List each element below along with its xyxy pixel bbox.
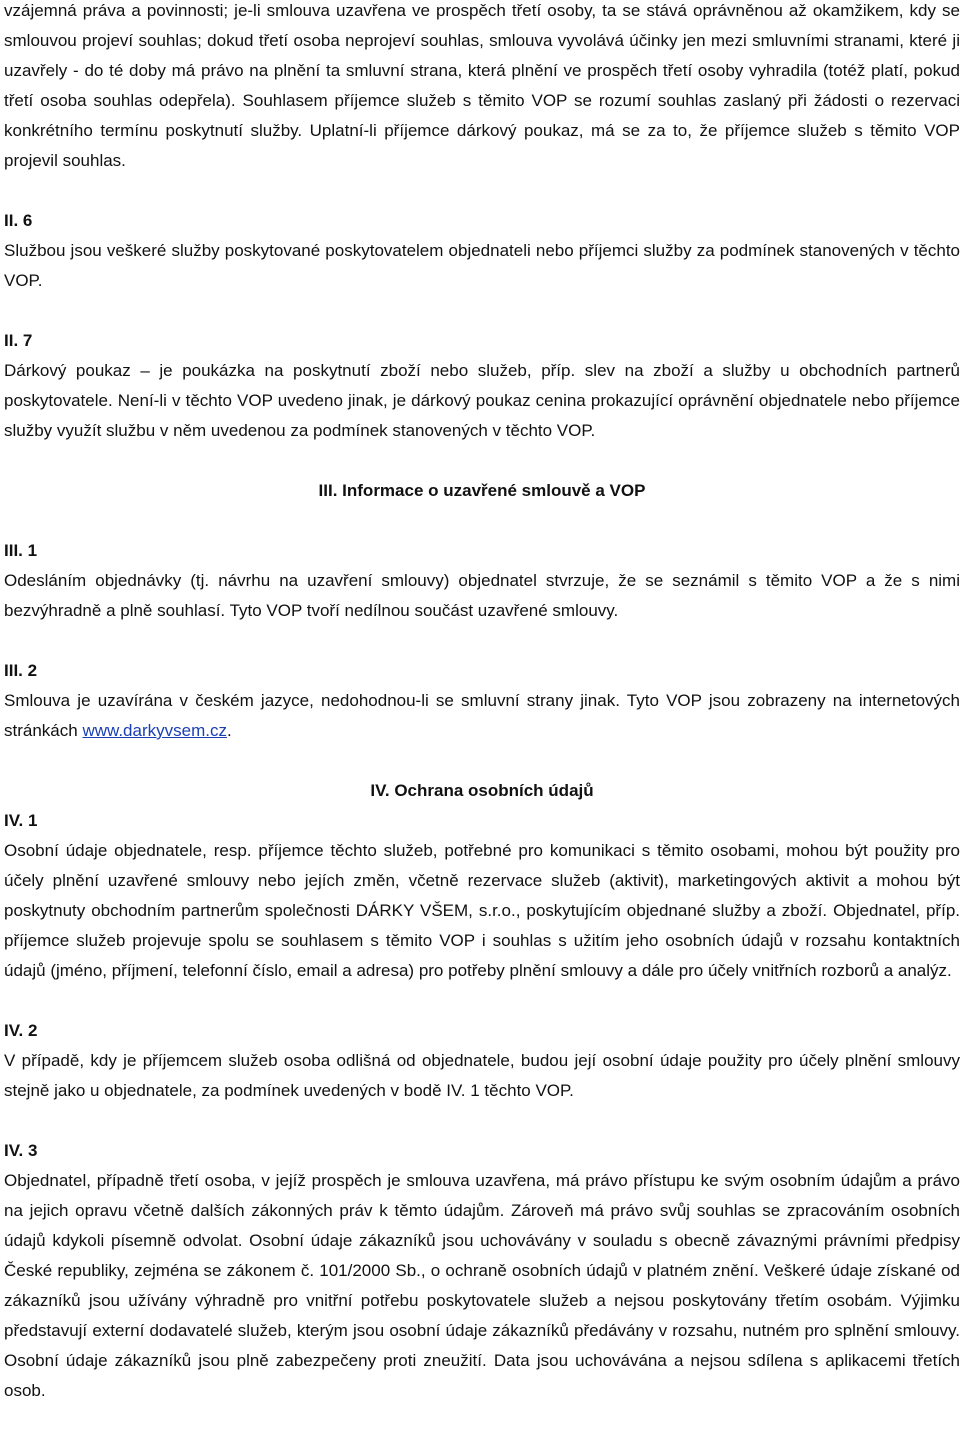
intro-paragraph: vzájemná práva a povinnosti; je-li smlouva uzavřena ve prospěch třetí osoby, ta se stává oprávněnou až okamžikem, kdy se smlouvou projeví souhlas; dokud třetí osoba neprojeví souhlas, smlouva vyvolává účinky jen mezi smluvními stranami, které ji uzavřely - do té doby má právo na plnění ta smluvní strana, která plnění ve prospěch třetí osoby vyhradila (totéž platí, pokud třetí osoba souhlas odepřela). Souhlasem příjemce služeb s těmito VOP se rozumí souhlas zaslaný při žádosti o rezervaci konkrétního termínu poskytnutí služby. Uplatní-li příjemce dárkový poukaz, má se za to, že příjemce služeb s těmito VOP projevil souhlas. [4,1,960,170]
section-title-III: III. Informace o uzavřené smlouvě a VOP [318,481,646,500]
section-text-IV-3: Objednatel, případně třetí osoba, v jejíž prospěch je smlouva uzavřena, má právo přístupu ke svým osobním údajům a právo na jejich opravu včetně dalších zákonných práv k těmto údajům. Zároveň má právo svůj souhlas se zpracováním osobních údajů kdykoli písemně odvolat. Osobní údaje zákazníků jsou uchovávány v souladu s obecně závaznými právními předpisy České republiky, zejména se zákonem č. 101/2000 Sb., o ochraně osobních údajů v platném znění. Veškeré údaje získané od zákazníků jsou užívány výhradně pro vnitřní potřebu poskytovatele služeb a nejsou poskytovány třetím osobám. Výjimku představují externí dodavatelé služeb, kterým jsou osobní údaje zákazníků předávány v rozsahu, nutném pro splnění smlouvy. Osobní údaje zákazníků jsou plně zabezpečeny proti zneužití. Data jsou uchovávána a nejsou sdílena s aplikacemi třetích osob. [4,1171,960,1400]
section-text-III-1: Odesláním objednávky (tj. návrhu na uzavření smlouvy) objednatel stvrzuje, že se seznámil s těmito VOP a že s nimi bezvýhradně a plně souhlasí. Tyto VOP tvoří nedílnou součást uzavřené smlouvy. [4,571,960,620]
document-page [4,0,960,1406]
section-text-II-7: Dárkový poukaz – je poukázka na poskytnutí zboží nebo služeb, příp. slev na zboží a služby u obchodních partnerů poskytovatele. Není-li v těchto VOP uvedeno jinak, je dárkový poukaz cenina prokazující oprávnění objednatele nebo příjemce služby využít službu v něm uvedenou za podmínek stanovených v těchto VOP. [4,361,960,440]
section-heading-III-2: III. 2 [4,661,38,680]
section-heading-II-7: II. 7 [4,331,33,350]
section-heading-II-6: II. 6 [4,211,33,230]
spacer [4,1106,960,1136]
spacer [4,746,960,776]
section-heading-IV-3: IV. 3 [4,1141,38,1160]
spacer [4,176,960,206]
section-heading-IV-1: IV. 1 [4,811,38,830]
spacer [4,626,960,656]
spacer [4,986,960,1016]
section-text-III-2 [4,686,960,746]
section-text-III-2-after: . [226,721,232,740]
section-text-IV-1: Osobní údaje objednatele, resp. příjemce těchto služeb, potřebné pro komunikaci s těmito osobami, mohou být použity pro účely plnění uzavřené smlouvy nebo jejích změn, včetně rezervace služeb (aktivit), marketingových aktivit a mohou být poskytnuty obchodním partnerům společnosti DÁRKY VŠEM, s.r.o., poskytujícím objednané služby a zboží. Objednatel, příp. příjemce služeb projevuje spolu se souhlasem s těmito VOP i souhlas s užitím jeho osobních údajů v rozsahu kontaktních údajů (jméno, příjmení, telefonní číslo, email a adresa) pro potřeby plnění smlouvy a dále pro účely vnitřních rozborů a analýz. [4,841,960,980]
spacer [4,446,960,476]
section-heading-IV-2: IV. 2 [4,1021,38,1040]
section-text-II-6: Službou jsou veškeré služby poskytované poskytovatelem objednateli nebo příjemci služby za podmínek stanovených v těchto VOP. [4,241,960,290]
spacer [4,296,960,326]
section-text-IV-2: V případě, kdy je příjemcem služeb osoba odlišná od objednatele, budou její osobní údaje použity pro účely plnění smlouvy stejně jako u objednatele, za podmínek uvedených v bodě IV. 1 těchto VOP. [4,1051,960,1100]
spacer [4,506,960,536]
section-heading-III-1: III. 1 [4,541,38,560]
section-text-III-2-before: Smlouva je uzavírána v českém jazyce, nedohodnou-li se smluvní strany jinak. Tyto VOP jsou zobrazeny na internetových stránkách [4,691,960,740]
website-link[interactable]: www.darkyvsem.cz [82,721,227,740]
section-title-IV: IV. Ochrana osobních údajů [370,781,594,800]
